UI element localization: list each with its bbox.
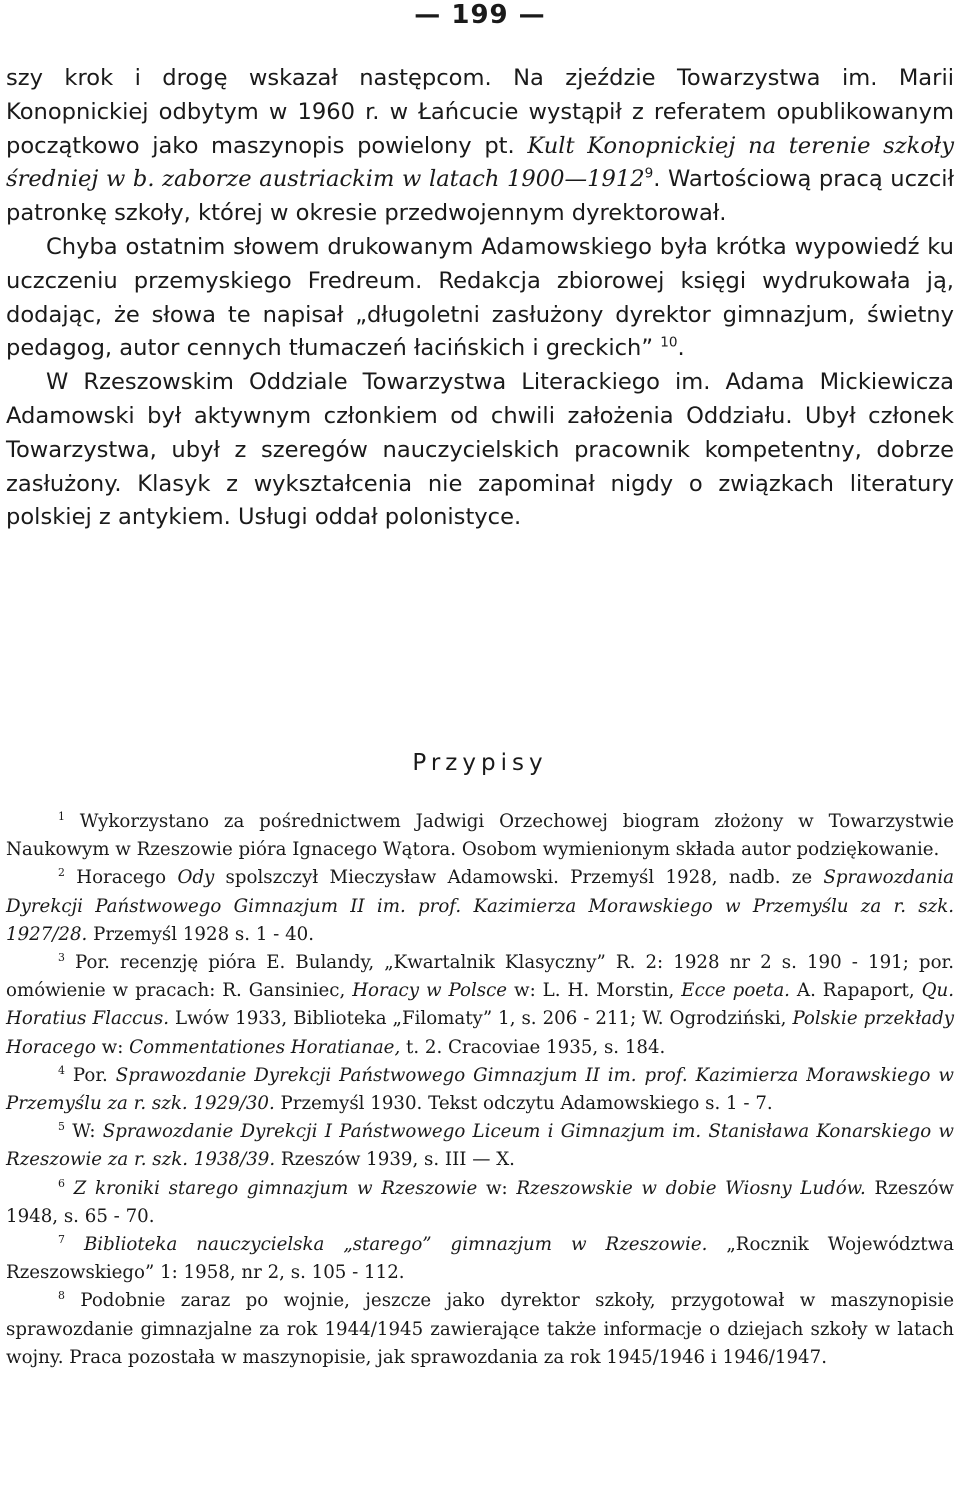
footnote: $^7$ Biblioteka nauczycielska „starego” gimnazjum w Rzeszowie. „Rocznik Województwa Rzeszowskiego” 1: 1958, nr 2, s. 105 - 112. <box>6 1232 954 1284</box>
footnotes-list <box>6 808 954 1372</box>
footnotes-heading: Przypisy <box>412 750 548 776</box>
footnote: $^5$ W: Sprawozdanie Dyrekcji I Państwowego Liceum i Gimnazjum im. Stanisława Konarskiego w Rzeszowie za r. szk. 1938/39. Rzeszów 1939, s. III — X. <box>6 1120 954 1171</box>
paragraph: W Rzeszowskim Oddziale Towarzystwa Literackiego im. Adama Mickiewicza Adamowski był aktywnym członkiem od chwili założenia Oddziału. Ubył członek Towarzystwa, ubył z szeregów nauczycielskich pracownik kompetentny, dobrze zasłużony. Klasyk z wykształcenia nie zapominał nigdy o związkach literatury polskiej z antykiem. Usługi oddał polonistyce. <box>6 369 954 531</box>
footnote: $^2$ Horacego Ody spolszczył Mieczysław Adamowski. Przemyśl 1928, nadb. ze Sprawozdania Dyrekcji Państwowego Gimnazjum II im. prof. Kazimierza Morawskiego w Przemyślu za r. szk. 1927/28. Przemyśl 1928 s. 1 - 40. <box>6 866 955 945</box>
footnote: $^6$ Z kroniki starego gimnazjum w Rzeszowie w: Rzeszowskie w dobie Wiosny Ludów. Rzeszów 1948, s. 65 - 70. <box>6 1176 954 1227</box>
paragraph: szy krok i drogę wskazał następcom. Na zjeździe Towarzystwa im. Marii Konopnickiej odbytym w 1960 r. w Łańcucie wystąpił z referatem opublikowanym początkowo jako maszynopis powielony pt. Kult Konopnickiej na terenie szkoły średniej w b. zaborze austriackim w latach 1900—1912$^9$. Wartościową pracą uczcił patronkę szkoły, której w okresie przedwojennym dyrektorował. <box>6 65 955 227</box>
footnote: $^4$ Por. Sprawozdanie Dyrekcji Państwowego Gimnazjum II im. prof. Kazimierza Morawskiego w Przemyślu za r. szk. 1929/30. Przemyśl 1930. Tekst odczytu Adamowskiego s. 1 - 7. <box>6 1063 954 1115</box>
paragraph: Chyba ostatnim słowem drukowanym Adamowskiego była krótka wypowiedź ku uczczeniu przemyskiego Fredreum. Redakcja zbiorowej księgi wydrukowała ją, dodając, że słowa te napisał „długoletni zasłużony dyrektor gimnazjum, świetny pedagog, autor cennych tłumaczeń łacińskich i greckich” $^{10}$. <box>6 233 954 362</box>
footnote: $^1$ Wykorzystano za pośrednictwem Jadwigi Orzechowej biogram złożony w Towarzystwie Naukowym w Rzeszowie pióra Ignacego Wątora. Osobom wymienionym składa autor podziękowanie. <box>6 809 954 861</box>
main-text <box>6 62 954 535</box>
page-number: — 199 — <box>414 0 546 30</box>
footnote: $^8$ Podobnie zaraz po wojnie, jeszcze jako dyrektor szkoły, przygotował w maszynopisie sprawozdanie gimnazjalne za rok 1944/1945 zawierające także informacje o dziejach szkoły w latach wojny. Praca pozostała w maszynopisie, jak sprawozdania za rok 1945/1946 i 1946/1947. <box>6 1289 954 1368</box>
footnote: $^3$ Por. recenzję pióra E. Bulandy, „Kwartalnik Klasyczny” R. 2: 1928 nr 2 s. 190 - 191; por. omówienie w pracach: R. Gansiniec, Horacy w Polsce w: L. H. Morstin, Ecce poeta. A. Rapaport, Qu. Horatius Flaccus. Lwów 1933, Biblioteka „Filomaty” 1, s. 206 - 211; W. Ogrodziński, Polskie przekłady Horacego w: Commentationes Horatianae, t. 2. Cracoviae 1935, s. 184. <box>6 950 954 1058</box>
